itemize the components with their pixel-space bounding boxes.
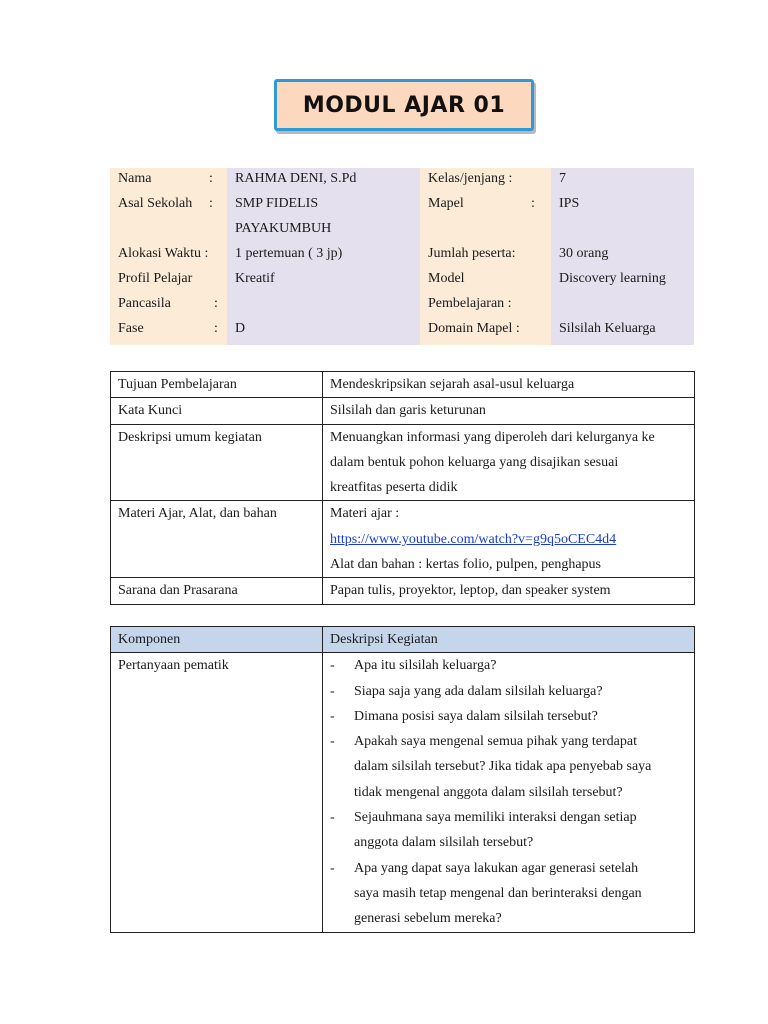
sarana-label: Sarana dan Prasarana: [111, 578, 323, 604]
pertanyaan-label: Pertanyaan pematik: [111, 653, 323, 932]
materi-label: Materi Ajar, Alat, dan bahan: [111, 501, 323, 578]
pertanyaan-list-cell: [323, 653, 695, 932]
header-komponen: Komponen: [111, 627, 323, 653]
domain-label: Domain Mapel :: [428, 321, 520, 336]
colon: :: [214, 296, 218, 311]
model-label-line1: Model: [428, 271, 465, 286]
fase-label: Fase: [118, 321, 144, 336]
colon: :: [209, 171, 213, 186]
list-item: - Apa yang dapat saya lakukan agar generasi setelah saya masih tetap mengenal dan berinteraksi dengan generasi sebelum mereka?: [330, 856, 687, 932]
kata-kunci-label: Kata Kunci: [111, 398, 323, 424]
identity-table: [110, 168, 694, 345]
mapel-value: IPS: [559, 196, 580, 211]
deskripsi-value: [323, 424, 695, 501]
table-row: [111, 578, 695, 604]
sarana-value: Papan tulis, proyektor, leptop, dan speaker system: [323, 578, 695, 604]
tujuan-label: Tujuan Pembelajaran: [111, 372, 323, 398]
title-banner: [274, 79, 534, 131]
table-header-row: [111, 627, 695, 653]
list-item: - Apa itu silsilah keluarga?: [330, 653, 687, 678]
youtube-link[interactable]: https://www.youtube.com/watch?v=g9q5oCEC4d4: [330, 531, 617, 547]
table-row: [111, 372, 695, 398]
header-deskripsi: Deskripsi Kegiatan: [323, 627, 695, 653]
table-row: [111, 398, 695, 424]
kelas-value: 7: [559, 171, 566, 186]
activity-table: [110, 626, 695, 933]
table-row: [111, 501, 695, 578]
materi-line: Materi ajar :: [330, 506, 400, 522]
profil-label-line1: Profil Pelajar: [118, 271, 193, 286]
list-item: - Apakah saya mengenal semua pihak yang terdapat dalam silsilah tersebut? Jika tidak apa penyebab saya tidak mengenal anggota dalam silsilah tersebut?: [330, 729, 687, 805]
list-item: - Siapa saja yang ada dalam silsilah keluarga?: [330, 679, 687, 704]
deskripsi-line: dalam bentuk pohon keluarga yang disajikan sesuai: [330, 454, 619, 470]
identity-label-column-left: [110, 168, 227, 345]
learning-objectives-table: [110, 371, 695, 605]
model-value: Discovery learning: [559, 271, 666, 286]
deskripsi-line: Menuangkan informasi yang diperoleh dari kelurganya ke: [330, 429, 655, 445]
identity-value-column-left: [227, 168, 420, 345]
fase-value: D: [235, 321, 246, 336]
sekolah-value-line2: PAYAKUMBUH: [235, 221, 332, 236]
model-label-line2: Pembelajaran :: [428, 296, 512, 311]
colon: :: [214, 321, 218, 336]
alokasi-label: Alokasi Waktu :: [118, 246, 209, 261]
profil-label-line2: Pancasila: [118, 296, 171, 311]
mapel-label: Mapel: [428, 196, 464, 211]
table-row: [111, 424, 695, 501]
nama-label: Nama: [118, 171, 152, 186]
materi-value: [323, 501, 695, 578]
page-title: MODUL AJAR 01: [302, 92, 506, 118]
sekolah-label: Asal Sekolah: [118, 196, 193, 211]
materi-line: Alat dan bahan : kertas folio, pulpen, penghapus: [330, 557, 601, 573]
domain-value: Silsilah Keluarga: [559, 321, 656, 336]
deskripsi-label: Deskripsi umum kegiatan: [111, 424, 323, 501]
list-item: - Sejauhmana saya memiliki interaksi dengan setiap anggota dalam silsilah tersebut?: [330, 805, 687, 856]
profil-value: Kreatif: [235, 271, 275, 286]
question-list: [330, 653, 687, 931]
table-row: [111, 653, 695, 932]
kelas-label: Kelas/jenjang :: [428, 171, 513, 186]
identity-label-column-right: [420, 168, 551, 345]
alokasi-value: 1 pertemuan ( 3 jp): [235, 246, 343, 261]
jumlah-value: 30 orang: [559, 246, 609, 261]
list-item: - Dimana posisi saya dalam silsilah tersebut?: [330, 704, 687, 729]
sekolah-value-line1: SMP FIDELIS: [235, 196, 319, 211]
identity-value-column-right: [551, 168, 694, 345]
tujuan-value: Mendeskripsikan sejarah asal-usul keluarga: [323, 372, 695, 398]
colon: :: [531, 196, 535, 211]
kata-kunci-value: Silsilah dan garis keturunan: [323, 398, 695, 424]
deskripsi-line: kreatfitas peserta didik: [330, 480, 458, 496]
colon: :: [209, 196, 213, 211]
jumlah-label: Jumlah peserta:: [428, 246, 516, 261]
nama-value: RAHMA DENI, S.Pd: [235, 171, 357, 186]
